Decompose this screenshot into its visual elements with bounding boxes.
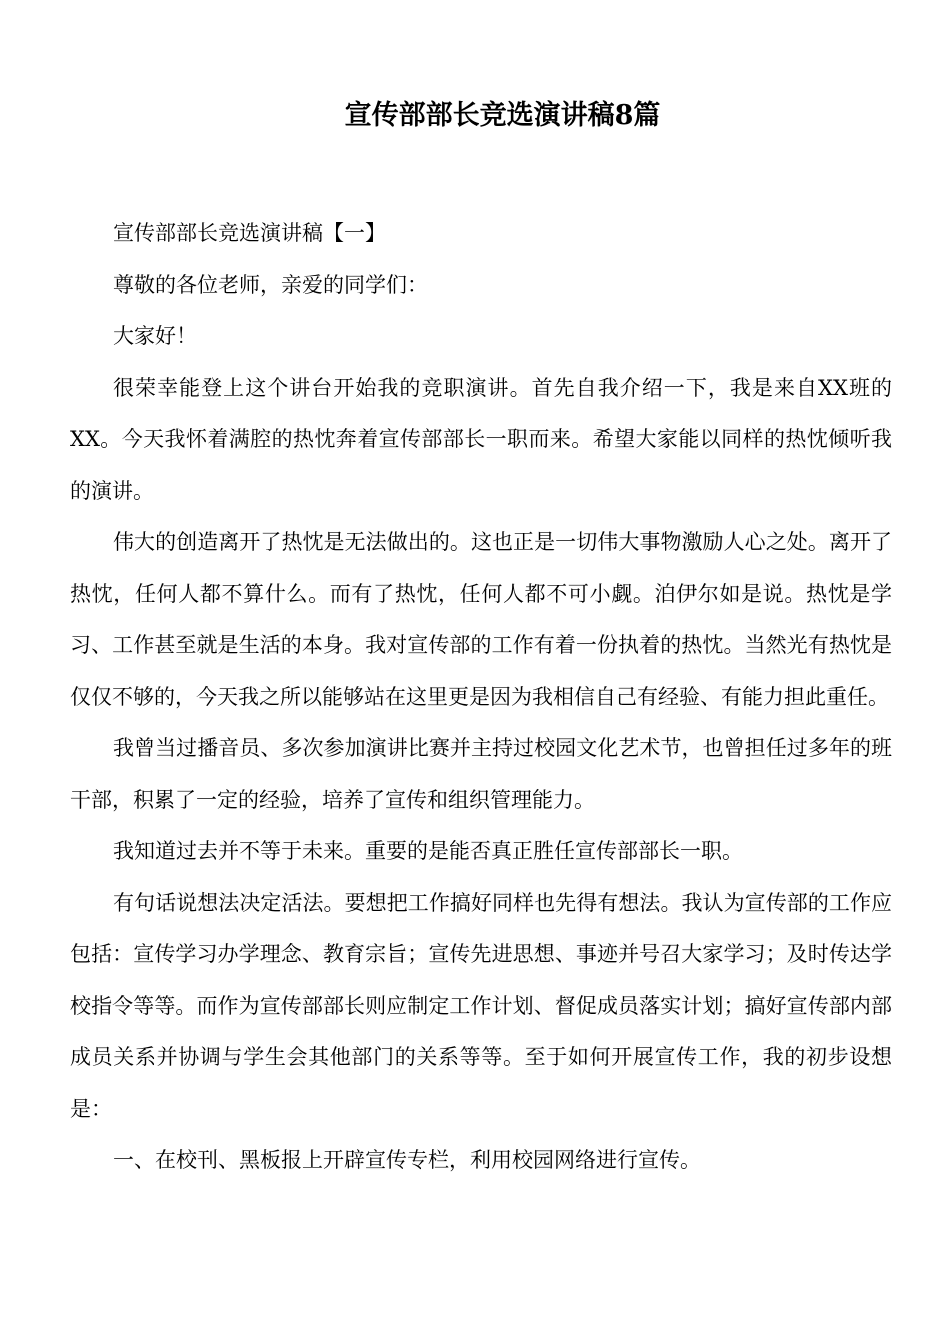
paragraph-future: 我知道过去并不等于未来。重要的是能否真正胜任宣传部部长一职。 [113,839,743,863]
paragraph-experience: 我曾当过播音员、多次参加演讲比赛并主持过校园文化艺术节，也曾担任过多年的班干部，积累了一定的经验，培养了宣传和组织管理能力。 [70,736,892,812]
paragraph-plan-item-1: 一、在校刊、黑板报上开辟宣传专栏，利用校园网络进行宣传。 [113,1148,701,1172]
paragraph-enthusiasm: 伟大的创造离开了热忱是无法做出的。这也正是一切伟大事物激励人心之处。离开了热忱，任何人都不算什么。而有了热忱，任何人都不可小觑。泊伊尔如是说。热忱是学习、工作甚至就是生活的本身。我对宣传部的工作有着一份执着的热忱。当然光有热忱是仅仅不够的，今天我之所以能够站在这里更是因为我相信自己有经验、有能力担此重任。 [70,530,892,709]
greeting: 大家好！ [113,324,197,348]
salutation: 尊敬的各位老师，亲爱的同学们： [113,272,428,297]
document-body [70,208,892,1187]
paragraph-introduction: 很荣幸能登上这个讲台开始我的竞职演讲。首先自我介绍一下，我是来自XX班的XX。今天我怀着满腔的热忱奔着宣传部部长一职而来。希望大家能以同样的热忱倾听我的演讲。 [70,375,892,503]
document-title: 宣传部部长竞选演讲稿8篇 [344,100,661,131]
section-heading: 宣传部部长竞选演讲稿【一】 [113,221,386,245]
paragraph-work-plan: 有句话说想法决定活法。要想把工作搞好同样也先得有想法。我认为宣传部的工作应包括：宣传学习办学理念、教育宗旨；宣传先进思想、事迹并号召大家学习；及时传达学校指令等等。而作为宣传部部长则应制定工作计划、督促成员落实计划；搞好宣传部内部成员关系并协调与学生会其他部门的关系等等。至于如何开展宣传工作，我的初步设想是： [70,890,892,1121]
